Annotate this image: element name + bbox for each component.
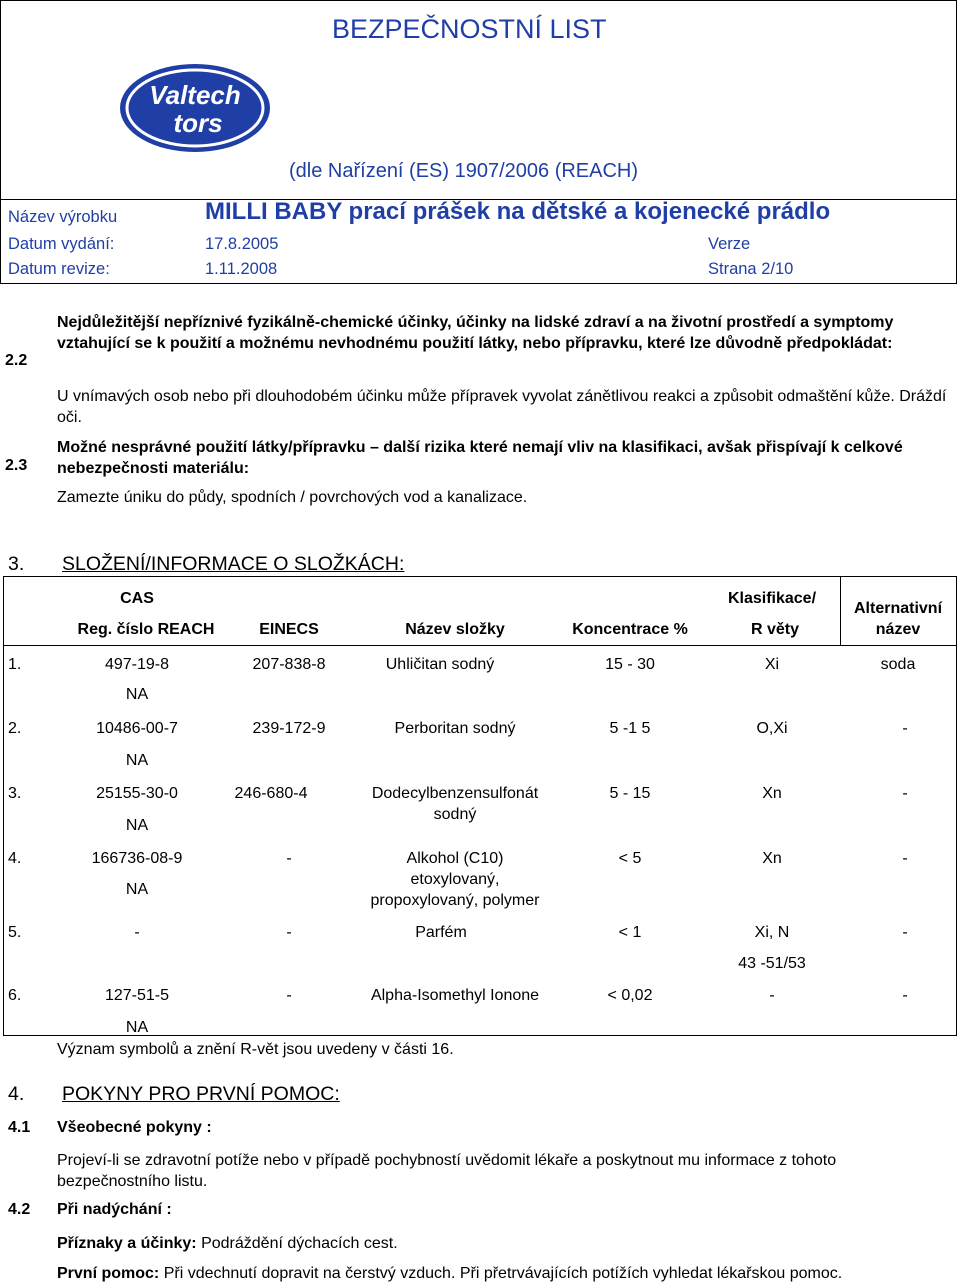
concentration: < 0,02 xyxy=(607,987,653,1004)
col-header-name: Název složky xyxy=(405,621,505,638)
symptoms-label: Příznaky a účinky: xyxy=(57,1235,197,1252)
cas-number: 10486-00-7 xyxy=(96,720,178,737)
revision-date: 1.11.2008 xyxy=(205,260,278,278)
section-4-1-text: Projeví-li se zdravotní potíže nebo v případě pochybností uvědomit lékaře a poskytnout mu informace z tohoto bezpečnostního listu. xyxy=(57,1152,837,1190)
alternative-name: - xyxy=(902,987,908,1004)
table-header-column-divider xyxy=(840,576,841,646)
first-aid-label: První pomoc: xyxy=(57,1265,160,1282)
col-header-conc: Koncentrace % xyxy=(572,621,688,638)
component-name-line3: propoxylovaný, polymer xyxy=(370,892,540,909)
classification: Xn xyxy=(762,785,782,802)
section-2-2-text: U vnímavých osob nebo při dlouhodobém účinku může přípravek vyvolat zánětlivou reakci a způsobit odmaštění kůže. Dráždí oči. xyxy=(57,388,947,426)
page-label: Strana 2/10 xyxy=(708,260,794,278)
row-number: 3. xyxy=(8,785,22,802)
alternative-name: soda xyxy=(880,656,916,673)
section-3-number: 3. xyxy=(8,553,25,575)
row-number: 1. xyxy=(8,656,22,673)
col-header-reach: Reg. číslo REACH xyxy=(77,621,215,638)
first-aid-line xyxy=(57,1265,842,1283)
reach-number: NA xyxy=(125,752,149,769)
cas-number: 25155-30-0 xyxy=(96,785,178,802)
reach-number: NA xyxy=(125,881,149,898)
component-name: Parfém xyxy=(415,924,467,941)
symptoms-text: Podráždění dýchacích cest. xyxy=(201,1235,398,1252)
table-note: Význam symbolů a znění R-vět jsou uvedeny v části 16. xyxy=(57,1041,454,1058)
einecs-number: 246-680-4 xyxy=(234,785,308,802)
col-header-alt: Alternativní xyxy=(853,600,943,617)
reach-number: NA xyxy=(125,686,149,703)
regulation-text: (dle Nařízení (ES) 1907/2006 (REACH) xyxy=(289,160,639,182)
section-4-2-number: 4.2 xyxy=(8,1201,31,1218)
component-name: Alpha-Isomethyl Ionone xyxy=(370,987,540,1004)
cas-number: 127-51-5 xyxy=(104,987,170,1004)
einecs-number: - xyxy=(286,987,292,1004)
issue-date: 17.8.2005 xyxy=(205,235,279,253)
classification: - xyxy=(769,987,775,1004)
row-number: 5. xyxy=(8,924,22,941)
reach-number: NA xyxy=(125,1019,149,1036)
col-header-cas: CAS xyxy=(120,590,154,607)
section-2-2-number: 2.2 xyxy=(5,352,28,369)
einecs-number: - xyxy=(286,850,292,867)
table-border-top xyxy=(3,576,957,577)
classification: O,Xi xyxy=(756,720,788,737)
component-name-line2: etoxylovaný, xyxy=(410,871,500,888)
einecs-number: - xyxy=(286,924,292,941)
concentration: < 1 xyxy=(618,924,642,941)
first-aid-text: Při vdechnutí dopravit na čerstvý vzduch. Při přetrvávajících potížích vyhledat lékařskou pomoc. xyxy=(163,1265,843,1282)
section-2-3-text: Zamezte úniku do půdy, spodních / povrchových vod a kanalizace. xyxy=(57,489,528,506)
table-border-right xyxy=(956,576,957,1036)
component-name-line2: sodný xyxy=(433,806,477,823)
table-border-left xyxy=(3,576,4,1036)
symptoms-line xyxy=(57,1235,398,1253)
section-4-2-title: Při nadýchání : xyxy=(57,1201,172,1218)
row-number: 6. xyxy=(8,987,22,1004)
component-name: Perboritan sodný xyxy=(394,720,516,737)
component-name: Alkohol (C10) xyxy=(406,850,504,867)
einecs-number: 239-172-9 xyxy=(252,720,326,737)
cas-number: 497-19-8 xyxy=(104,656,170,673)
section-4-title: POKYNY PRO PRVNÍ POMOC: xyxy=(62,1083,340,1105)
logo-text-top: Valtech xyxy=(149,80,241,110)
concentration: 15 - 30 xyxy=(605,656,655,673)
document-title: BEZPEČNOSTNÍ LIST xyxy=(332,14,607,44)
section-4-number: 4. xyxy=(8,1083,25,1105)
section-4-1-number: 4.1 xyxy=(8,1119,31,1136)
revision-label: Datum revize: xyxy=(8,260,110,278)
col-header-rvety: R věty xyxy=(750,621,800,638)
section-2-2-heading: Nejdůležitější nepříznivé fyzikálně-chemické účinky, účinky na lidské zdraví a na životní prostředí a symptomy vztahující se k použití a možnému nevhodnému použití látky, nebo přípravku, které lze důvodně předpokládat: xyxy=(57,314,894,352)
r-phrases: 43 -51/53 xyxy=(738,955,806,972)
col-header-alt-name: název xyxy=(875,621,921,638)
alternative-name: - xyxy=(902,924,908,941)
alternative-name: - xyxy=(902,850,908,867)
concentration: 5 - 15 xyxy=(609,785,651,802)
row-number: 4. xyxy=(8,850,22,867)
logo-text-bottom: tors xyxy=(173,108,223,138)
issue-label: Datum vydání: xyxy=(8,235,115,253)
classification: Xn xyxy=(762,850,782,867)
section-4-1-title: Všeobecné pokyny : xyxy=(57,1119,212,1136)
concentration: < 5 xyxy=(618,850,642,867)
product-name: MILLI BABY prací prášek na dětské a kojenecké prádlo xyxy=(205,198,831,225)
col-header-class: Klasifikace/ xyxy=(727,590,817,607)
alternative-name: - xyxy=(902,785,908,802)
classification: Xi, N xyxy=(754,924,790,941)
einecs-number: 207-838-8 xyxy=(252,656,326,673)
section-2-3-number: 2.3 xyxy=(5,457,28,474)
reach-number: NA xyxy=(125,817,149,834)
version-label: Verze xyxy=(708,235,751,253)
section-3-title: SLOŽENÍ/INFORMACE O SLOŽKÁCH: xyxy=(62,553,405,575)
classification: Xi xyxy=(764,656,780,673)
alternative-name: - xyxy=(902,720,908,737)
table-header-divider xyxy=(3,645,957,646)
col-header-einecs: EINECS xyxy=(259,621,319,638)
cas-number: - xyxy=(134,924,140,941)
section-2-3-heading: Možné nesprávné použití látky/přípravku – další rizika které nemají vliv na klasifikaci, avšak přispívají k celkové nebezpečnosti materiálu: xyxy=(57,439,903,477)
concentration: 5 -1 5 xyxy=(609,720,651,737)
cas-number: 166736-08-9 xyxy=(91,850,183,867)
row-number: 2. xyxy=(8,720,22,737)
valtech-logo xyxy=(118,60,273,156)
component-name: Uhličitan sodný xyxy=(385,656,495,673)
component-name: Dodecylbenzensulfonát xyxy=(371,785,539,802)
product-label: Název výrobku xyxy=(8,208,118,226)
